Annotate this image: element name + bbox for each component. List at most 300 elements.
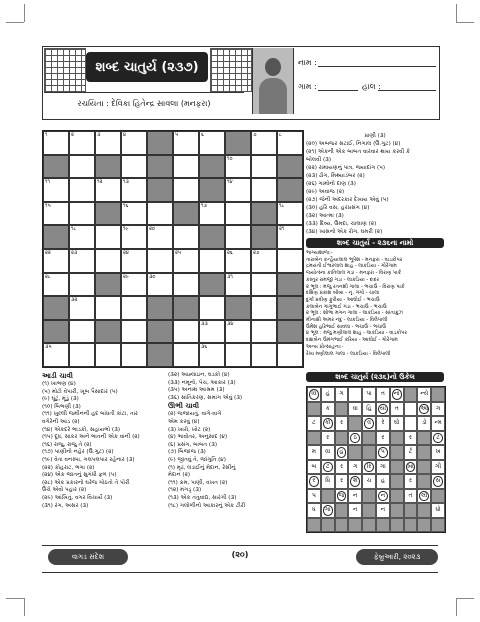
- grid-cell[interactable]: [69, 296, 95, 320]
- blocked-cell: [225, 131, 251, 155]
- answer-cell: [335, 474, 349, 489]
- blocked-cell: [173, 202, 199, 226]
- answer-letter: ન: [353, 491, 358, 499]
- cell-number: ૨૫: [175, 249, 182, 256]
- clue-line: એમ કરવું (૪): [168, 418, 200, 425]
- answer-cell: [307, 402, 321, 417]
- grid-cell[interactable]: [251, 273, 277, 297]
- grid-cell[interactable]: [251, 249, 277, 273]
- clue-line: (૩૬) સાંતિકરણ, સમાંગ એવું (૩): [168, 394, 243, 401]
- answer-cell: [307, 460, 321, 475]
- answer-cell: [390, 416, 404, 431]
- clue-line: (૨૭) જેની અંદરકાર દેખાય એવું (૫): [306, 197, 389, 203]
- answer-circle: [419, 404, 429, 415]
- answer-cell: [417, 518, 431, 533]
- answer-cell: [362, 474, 376, 489]
- grid-cell[interactable]: [95, 131, 121, 155]
- answer-cell: [321, 416, 335, 431]
- grid-cell[interactable]: [95, 178, 121, 202]
- grid-cell[interactable]: [95, 296, 121, 320]
- clue-line: (૩૧) રંગ, અસર (૩): [42, 502, 89, 509]
- clue-line: ભાગ્યાશાળા:-: [306, 250, 333, 256]
- answer-letter: ક: [325, 404, 330, 412]
- answer-cell: [417, 445, 431, 460]
- answer-cell: [431, 489, 445, 504]
- answer-cell: [348, 387, 362, 402]
- clue-line: (૨૨) કોહરાટ, ભગા (૨): [42, 464, 95, 471]
- answer-cell: [321, 474, 335, 489]
- answer-circle: [350, 476, 360, 487]
- grid-cell[interactable]: [43, 178, 69, 202]
- grid-cell[interactable]: [251, 296, 277, 320]
- clue-line: (૧૧) ખુલ્લી જમીનની હદ બાંધતી કાંટા, તાર: [42, 411, 138, 418]
- answer-cell: [321, 460, 335, 475]
- answer-cell: [376, 402, 390, 417]
- answer-cell: [307, 445, 321, 460]
- answer-cell: [335, 460, 349, 475]
- cell-number: ૨૨: [45, 249, 51, 256]
- answer-cell: [307, 489, 321, 504]
- grid-cell[interactable]: [225, 178, 251, 202]
- clue-line: (૧) ખાભણ (૪): [42, 381, 76, 387]
- grid-cell[interactable]: [277, 202, 303, 226]
- clue-line: ૨ ભૂલ : શોભા મગન ગાલા - લાકડિયા - સાંતાક્રુઝ: [306, 310, 404, 317]
- answer-cell: [417, 503, 431, 518]
- blocked-cell: [199, 178, 225, 202]
- answer-cell: [348, 402, 362, 417]
- answer-letter: ટ: [436, 433, 440, 441]
- clue-line: (૪) ભાવોતર, અનુસાદ (૪): [168, 434, 228, 441]
- grid-cell[interactable]: [251, 320, 277, 344]
- answer-letter: ત: [408, 491, 413, 499]
- answer-letter: ન્યે: [420, 390, 429, 398]
- answer-letter: ટ: [325, 462, 330, 470]
- grid-cell[interactable]: [147, 249, 173, 273]
- cell-number: ૧૫: [45, 202, 51, 209]
- grid-cell[interactable]: [121, 320, 147, 344]
- answer-cell: [335, 518, 349, 533]
- clue-line: (૭) બિજાજ (૩): [168, 449, 206, 456]
- answer-letter: ગ: [435, 404, 441, 412]
- cell-number: ૮: [279, 132, 282, 138]
- grid-cell[interactable]: [199, 343, 225, 367]
- clue-line: (૩૦) હરિ વસ, હરપ્રસંગ (૪): [306, 205, 370, 211]
- grid-cell[interactable]: [173, 343, 199, 367]
- answer-letter: યા: [379, 404, 387, 412]
- blocked-cell: [173, 296, 199, 320]
- answer-letter: રે: [381, 419, 385, 427]
- answer-cell: [404, 503, 418, 518]
- grid-cell[interactable]: [69, 320, 95, 344]
- answer-cell: [431, 445, 445, 460]
- answer-cell: [321, 387, 335, 402]
- answer-cell: [362, 431, 376, 446]
- answer-circle: [350, 433, 360, 444]
- grid-cell[interactable]: [199, 249, 225, 273]
- answer-cell: [335, 416, 349, 431]
- cell-number: ૨૦: [149, 226, 155, 233]
- answer-cell: [362, 489, 376, 504]
- cell-number: ૩૦: [149, 273, 156, 280]
- cell-number: ૨૮: [45, 273, 51, 280]
- grid-cell[interactable]: [121, 178, 147, 202]
- grid-cell[interactable]: [277, 131, 303, 155]
- clue-line: તારાબેન કન્હૈયાલાલ ભૂપેશ - મનફરા - વાડકોપર: [306, 256, 403, 263]
- answer-circle: [323, 505, 333, 516]
- answer-cell: [307, 416, 321, 431]
- answer-cell: [404, 474, 418, 489]
- grid-cell[interactable]: [121, 155, 147, 179]
- grid-cell[interactable]: [251, 131, 277, 155]
- blocked-cell: [147, 343, 173, 367]
- footer-magazine-name: વાગડ સંદેશ: [48, 549, 128, 565]
- cell-number: ૧૭: [201, 202, 207, 209]
- clue-line: (૧૧) ક્રમ, પાણી, વખત (૨): [168, 479, 228, 486]
- answer-cell: [362, 387, 376, 402]
- answer-letter: મ: [311, 448, 317, 456]
- clue-line: પ્રાણી (૩): [364, 133, 386, 139]
- blocked-cell: [95, 202, 121, 226]
- answer-cell: [348, 460, 362, 475]
- crop-mark: [6, 22, 24, 23]
- blocked-cell: [251, 202, 277, 226]
- answer-circle: [309, 476, 319, 487]
- grid-cell[interactable]: [147, 225, 173, 249]
- answer-letter: પા: [366, 390, 372, 398]
- grid-cell[interactable]: [251, 178, 277, 202]
- answer-cell: [348, 416, 362, 431]
- grid-cell[interactable]: [225, 225, 251, 249]
- answer-cell: [431, 460, 445, 475]
- answer-circle: [309, 389, 319, 400]
- answer-cell: [307, 387, 321, 402]
- blocked-cell: [43, 155, 69, 179]
- answer-cell: [321, 402, 335, 417]
- grid-pattern-decoration: [44, 48, 86, 92]
- cell-number: ૩૩: [201, 320, 208, 327]
- grid-cell[interactable]: [173, 131, 199, 155]
- grid-cell[interactable]: [121, 343, 147, 367]
- grid-cell[interactable]: [225, 343, 251, 367]
- grid-cell[interactable]: [69, 131, 95, 155]
- grid-cell[interactable]: [173, 225, 199, 249]
- answer-letter: ડો: [421, 419, 427, 427]
- clue-line: (૩૨) આહ્લાઇન, ઘડકો (૪): [168, 372, 230, 378]
- clue-line: (૧૯) વેતા વનસ્પા, ગલપલપાર રહેનાર (૩): [42, 456, 135, 463]
- grid-cell[interactable]: [251, 343, 277, 367]
- grid-cell[interactable]: [225, 249, 251, 273]
- answer-letter: ઘો: [393, 419, 400, 427]
- grid-cell[interactable]: [95, 225, 121, 249]
- across-heading: આડી ચાવી: [42, 372, 73, 380]
- grid-cell[interactable]: [147, 202, 173, 226]
- cell-number: ૧૩: [123, 179, 129, 186]
- blocked-cell: [277, 273, 303, 297]
- footer-date: ફેબ્રુઆરી, ૨૦૨૩: [356, 549, 438, 565]
- answer-cell: [348, 518, 362, 533]
- blocked-cell: [199, 273, 225, 297]
- answer-letter: ઠ: [353, 433, 358, 441]
- cell-number: ૬: [201, 132, 204, 138]
- answer-cell: [335, 402, 349, 417]
- blocked-cell: [95, 273, 121, 297]
- blocked-cell: [199, 155, 225, 179]
- answer-letter: રિ: [366, 462, 372, 470]
- clue-line: (૧) મૃઢ, લડાઈનું મેદાન, રેસીનું: [168, 464, 236, 471]
- cell-number: ૨૯: [123, 273, 129, 280]
- grid-cell[interactable]: [199, 296, 225, 320]
- crop-mark: [24, 4, 25, 22]
- grid-cell[interactable]: [277, 249, 303, 273]
- answer-cell: [348, 474, 362, 489]
- answer-cell: [321, 445, 335, 460]
- grid-cell[interactable]: [277, 343, 303, 367]
- name-field-line[interactable]: [318, 66, 436, 67]
- clue-line: દક્ષિણ પ્રકાશ બીબા - નૃ. ગંગો - ચાલા: [306, 290, 380, 297]
- answer-cell: [348, 431, 362, 446]
- grid-cell[interactable]: [43, 131, 69, 155]
- grid-cell[interactable]: [225, 320, 251, 344]
- cell-number: ૨૬: [227, 249, 233, 256]
- answer-cell: [390, 518, 404, 533]
- clue-line: જયોત્સ્ના કાંતિલાલ ગડા - મનફરા - વિરાણ પાર્ક: [306, 270, 401, 277]
- answer-cell: [335, 489, 349, 504]
- grid-cell[interactable]: [225, 202, 251, 226]
- clue-line: (૨૩) ઢોંગ, મિથ્યાડંબર (૨): [306, 173, 365, 179]
- page-number: (૨૦): [231, 550, 249, 559]
- clue-line: મીનાક્ષી અમર નંદુ - લાકડિયા - વિલેપાર્લા: [306, 317, 388, 324]
- clue-line: (૧૭) પાણીનો નહેર (ઉ.ગુટ) (૨): [42, 449, 114, 456]
- answer-cell: [376, 518, 390, 533]
- answer-cell: [376, 387, 390, 402]
- cell-number: ૧૮: [279, 202, 285, 209]
- address-field-line[interactable]: [378, 90, 436, 91]
- answer-cell: [417, 402, 431, 417]
- answer-cell: [417, 489, 431, 504]
- answer-cell: [431, 416, 445, 431]
- answer-cell: [321, 489, 335, 504]
- grid-cell[interactable]: [277, 225, 303, 249]
- grid-cell[interactable]: [121, 249, 147, 273]
- cell-number: ૩૪: [227, 320, 234, 327]
- grid-cell[interactable]: [43, 249, 69, 273]
- answer-letter: ર: [339, 419, 344, 427]
- answer-letter: ધિ: [325, 477, 331, 485]
- answer-cell: [390, 387, 404, 402]
- grid-cell[interactable]: [95, 343, 121, 367]
- answer-letter: ના: [393, 390, 400, 398]
- clue-line: (૩) ખારો, ખોટ (૨): [168, 426, 211, 433]
- answer-cell: [417, 431, 431, 446]
- answer-letter: ન્મ: [434, 419, 442, 427]
- crop-mark: [24, 598, 25, 616]
- answer-letter: સ: [435, 477, 441, 485]
- cell-number: ૧૦: [227, 155, 233, 162]
- answer-letter: ર: [408, 477, 413, 485]
- grid-cell[interactable]: [69, 343, 95, 367]
- answer-cell: [390, 445, 404, 460]
- blocked-cell: [251, 225, 277, 249]
- answer-cell: [362, 445, 376, 460]
- answer-cell: [362, 402, 376, 417]
- answer-banner: શબ્દ ચાતુર્ય (૨૩૬)નો ઉકેલ: [306, 372, 444, 382]
- answer-cell: [404, 416, 418, 431]
- clue-line: (૨૪) એક જાતનું સુગંધી ફળ (૫): [42, 472, 117, 479]
- cell-number: ૨૩: [71, 249, 78, 256]
- answer-circle: [419, 491, 429, 502]
- answer-letter: ધ: [312, 506, 316, 514]
- answer-cell: [390, 431, 404, 446]
- answer-letter: હ: [380, 477, 386, 485]
- clue-line: (૩૫) અનાથ આશ્રમ (૩): [168, 387, 225, 394]
- clue-line: ૪ ભૂલ : મંજુ મણીલાલ શાહ - લાકડિયા - વાડકોપર: [306, 330, 407, 337]
- answer-circle: [406, 462, 416, 473]
- answer-letter: વિ: [311, 390, 317, 398]
- answer-cell: [431, 431, 445, 446]
- answer-letter: ખ: [435, 448, 441, 456]
- grid-cell[interactable]: [43, 343, 69, 367]
- grid-cell[interactable]: [69, 155, 95, 179]
- winner-names-list: [306, 250, 444, 357]
- grid-cell[interactable]: [199, 131, 225, 155]
- blocked-cell: [95, 320, 121, 344]
- answer-letter: ગા: [379, 462, 386, 470]
- clue-line: ઉમેશ હરિભાઈ સાવલા - ભચાઉ - ભચાઉ: [306, 323, 387, 330]
- cell-number: ૩૧: [227, 273, 233, 280]
- village-field-line[interactable]: [318, 90, 358, 91]
- answer-circle: [392, 389, 402, 400]
- answer-cell: [335, 431, 349, 446]
- grid-cell[interactable]: [225, 155, 251, 179]
- answer-cell: [431, 503, 445, 518]
- answer-letter: ત: [394, 404, 399, 412]
- crop-mark: [6, 598, 24, 599]
- address-label: હાલ :: [362, 82, 381, 91]
- answer-cell: [404, 387, 418, 402]
- across-clues: [42, 372, 167, 510]
- blocked-cell: [147, 178, 173, 202]
- grid-cell[interactable]: [225, 273, 251, 297]
- grid-cell[interactable]: [251, 155, 277, 179]
- clue-line: (૧૬) રાજુ, રાજુ તે (૨): [42, 441, 92, 448]
- clue-line: દુર્ગા પ્રવીણ ફુરીયા - આઘોઈ - ભચાઉ: [306, 296, 380, 303]
- cell-number: ૧: [45, 132, 48, 138]
- blocked-cell: [277, 178, 303, 202]
- answer-letter: વા: [352, 404, 358, 412]
- clue-line: (૩૨) આત્મા (૩): [306, 213, 344, 219]
- grid-cell[interactable]: [121, 131, 147, 155]
- answer-cell: [431, 474, 445, 489]
- crop-mark: [456, 598, 457, 616]
- cell-number: ૧૬: [123, 202, 129, 209]
- answer-cell: [307, 518, 321, 533]
- clue-line: (૨) જજાયતું, વાગે-વાગે: [168, 411, 222, 418]
- grid-cell[interactable]: [69, 225, 95, 249]
- answer-cell: [307, 431, 321, 446]
- names-banner: શબ્દ ચાતુર્ય - ૨૩૬ના નામો: [306, 238, 444, 248]
- blocked-cell: [43, 225, 69, 249]
- grid-cell[interactable]: [43, 273, 69, 297]
- grid-cell[interactable]: [121, 296, 147, 320]
- grid-cell[interactable]: [95, 249, 121, 273]
- answer-cell: [404, 402, 418, 417]
- clue-line: (૧૩) એક તંતુવાદ્ય, સારંગી (૩): [168, 494, 237, 501]
- clue-line: ૨ ભૂલ : મંજુ રતનશી ગાલા - ભચાઉ - વિરાણ પાર્ક: [306, 283, 405, 290]
- clue-line: (૧૨) મંગડ્ર (૩): [168, 487, 202, 494]
- grid-cell[interactable]: [121, 225, 147, 249]
- answer-circle: [433, 476, 443, 487]
- answer-cell: [390, 402, 404, 417]
- grid-cell[interactable]: [147, 273, 173, 297]
- answer-letter: ખા: [407, 462, 414, 470]
- answer-letter: ન: [353, 506, 358, 514]
- village-label: ગામ :: [298, 82, 317, 91]
- clue-line: (૨૧) એકની એક બાબત વારંવાર થાય કરવી કે: [306, 149, 410, 155]
- cell-number: ૭: [253, 132, 257, 138]
- answer-letter: હં: [325, 390, 330, 398]
- answer-letter: ગ: [353, 462, 358, 470]
- grid-cell[interactable]: [121, 273, 147, 297]
- answer-circle: [364, 462, 374, 473]
- answer-circle: [378, 491, 388, 502]
- clue-line: દક્ષાબેન ઉમંગભાઈ કરિયા - આઘોઈ - ગોરેગામ: [306, 337, 398, 344]
- answer-letter: ત: [380, 390, 385, 398]
- answer-cell: [376, 503, 390, 518]
- grid-cell[interactable]: [69, 273, 95, 297]
- grid-cell[interactable]: [69, 202, 95, 226]
- blocked-cell: [277, 155, 303, 179]
- answer-letter: ર: [326, 433, 330, 441]
- cell-number: ૧૮: [71, 226, 77, 233]
- answer-cell: [376, 474, 390, 489]
- answer-cell: [390, 503, 404, 518]
- clue-line: (૨૯) આંખિતું, વગર વિચાર્યે (૩): [42, 494, 113, 501]
- cell-number: ૫: [175, 132, 179, 138]
- clue-line: (૧૮) ગલોળીનો આકારનું એક ટીરી: [168, 502, 246, 509]
- grid-cell[interactable]: [173, 249, 199, 273]
- grid-cell[interactable]: [121, 202, 147, 226]
- down-clues-continued: [306, 132, 444, 236]
- grid-cell[interactable]: [199, 202, 225, 226]
- clue-line: દ્રમયંતી ઈશ્વરલાલ શાહ - લાકડિયા - ગોરેગામ: [306, 263, 397, 270]
- answer-cell: [390, 460, 404, 475]
- grid-cell[interactable]: [173, 178, 199, 202]
- answer-letter: ટ: [312, 419, 316, 427]
- answer-letter: ગ: [339, 390, 344, 398]
- grid-cell[interactable]: [69, 249, 95, 273]
- blocked-cell: [147, 320, 173, 344]
- grid-cell[interactable]: [43, 202, 69, 226]
- clue-line: (૧૫) દૂધ, સાકર અને ભાતની એક વાની (૨): [42, 434, 140, 441]
- clue-line: કલાબેન ગાંગુભાઈ ગડા - ભચાઉ - ભચાઉ: [306, 303, 387, 310]
- grid-cell[interactable]: [173, 155, 199, 179]
- answer-cell: [390, 474, 404, 489]
- cell-number: ૨૪: [123, 249, 130, 256]
- clue-line: કસ્તુર રામજી ગડા - લાકડિયા - દાદર: [306, 276, 380, 283]
- answer-cell: [335, 387, 349, 402]
- grid-cell[interactable]: [173, 273, 199, 297]
- grid-cell[interactable]: [69, 178, 95, 202]
- clues-column-2: [168, 372, 302, 510]
- cell-number: ૨૭: [253, 249, 260, 256]
- grid-cell[interactable]: [199, 320, 225, 344]
- answer-cell: [376, 460, 390, 475]
- answer-letter: આ: [420, 404, 429, 412]
- grid-cell[interactable]: [173, 320, 199, 344]
- clue-line: (૨૯) અવાજ (૨): [306, 189, 345, 195]
- clue-line: (૨૬) ગામોનો દાણ (૩): [306, 181, 356, 187]
- blocked-cell: [277, 320, 303, 344]
